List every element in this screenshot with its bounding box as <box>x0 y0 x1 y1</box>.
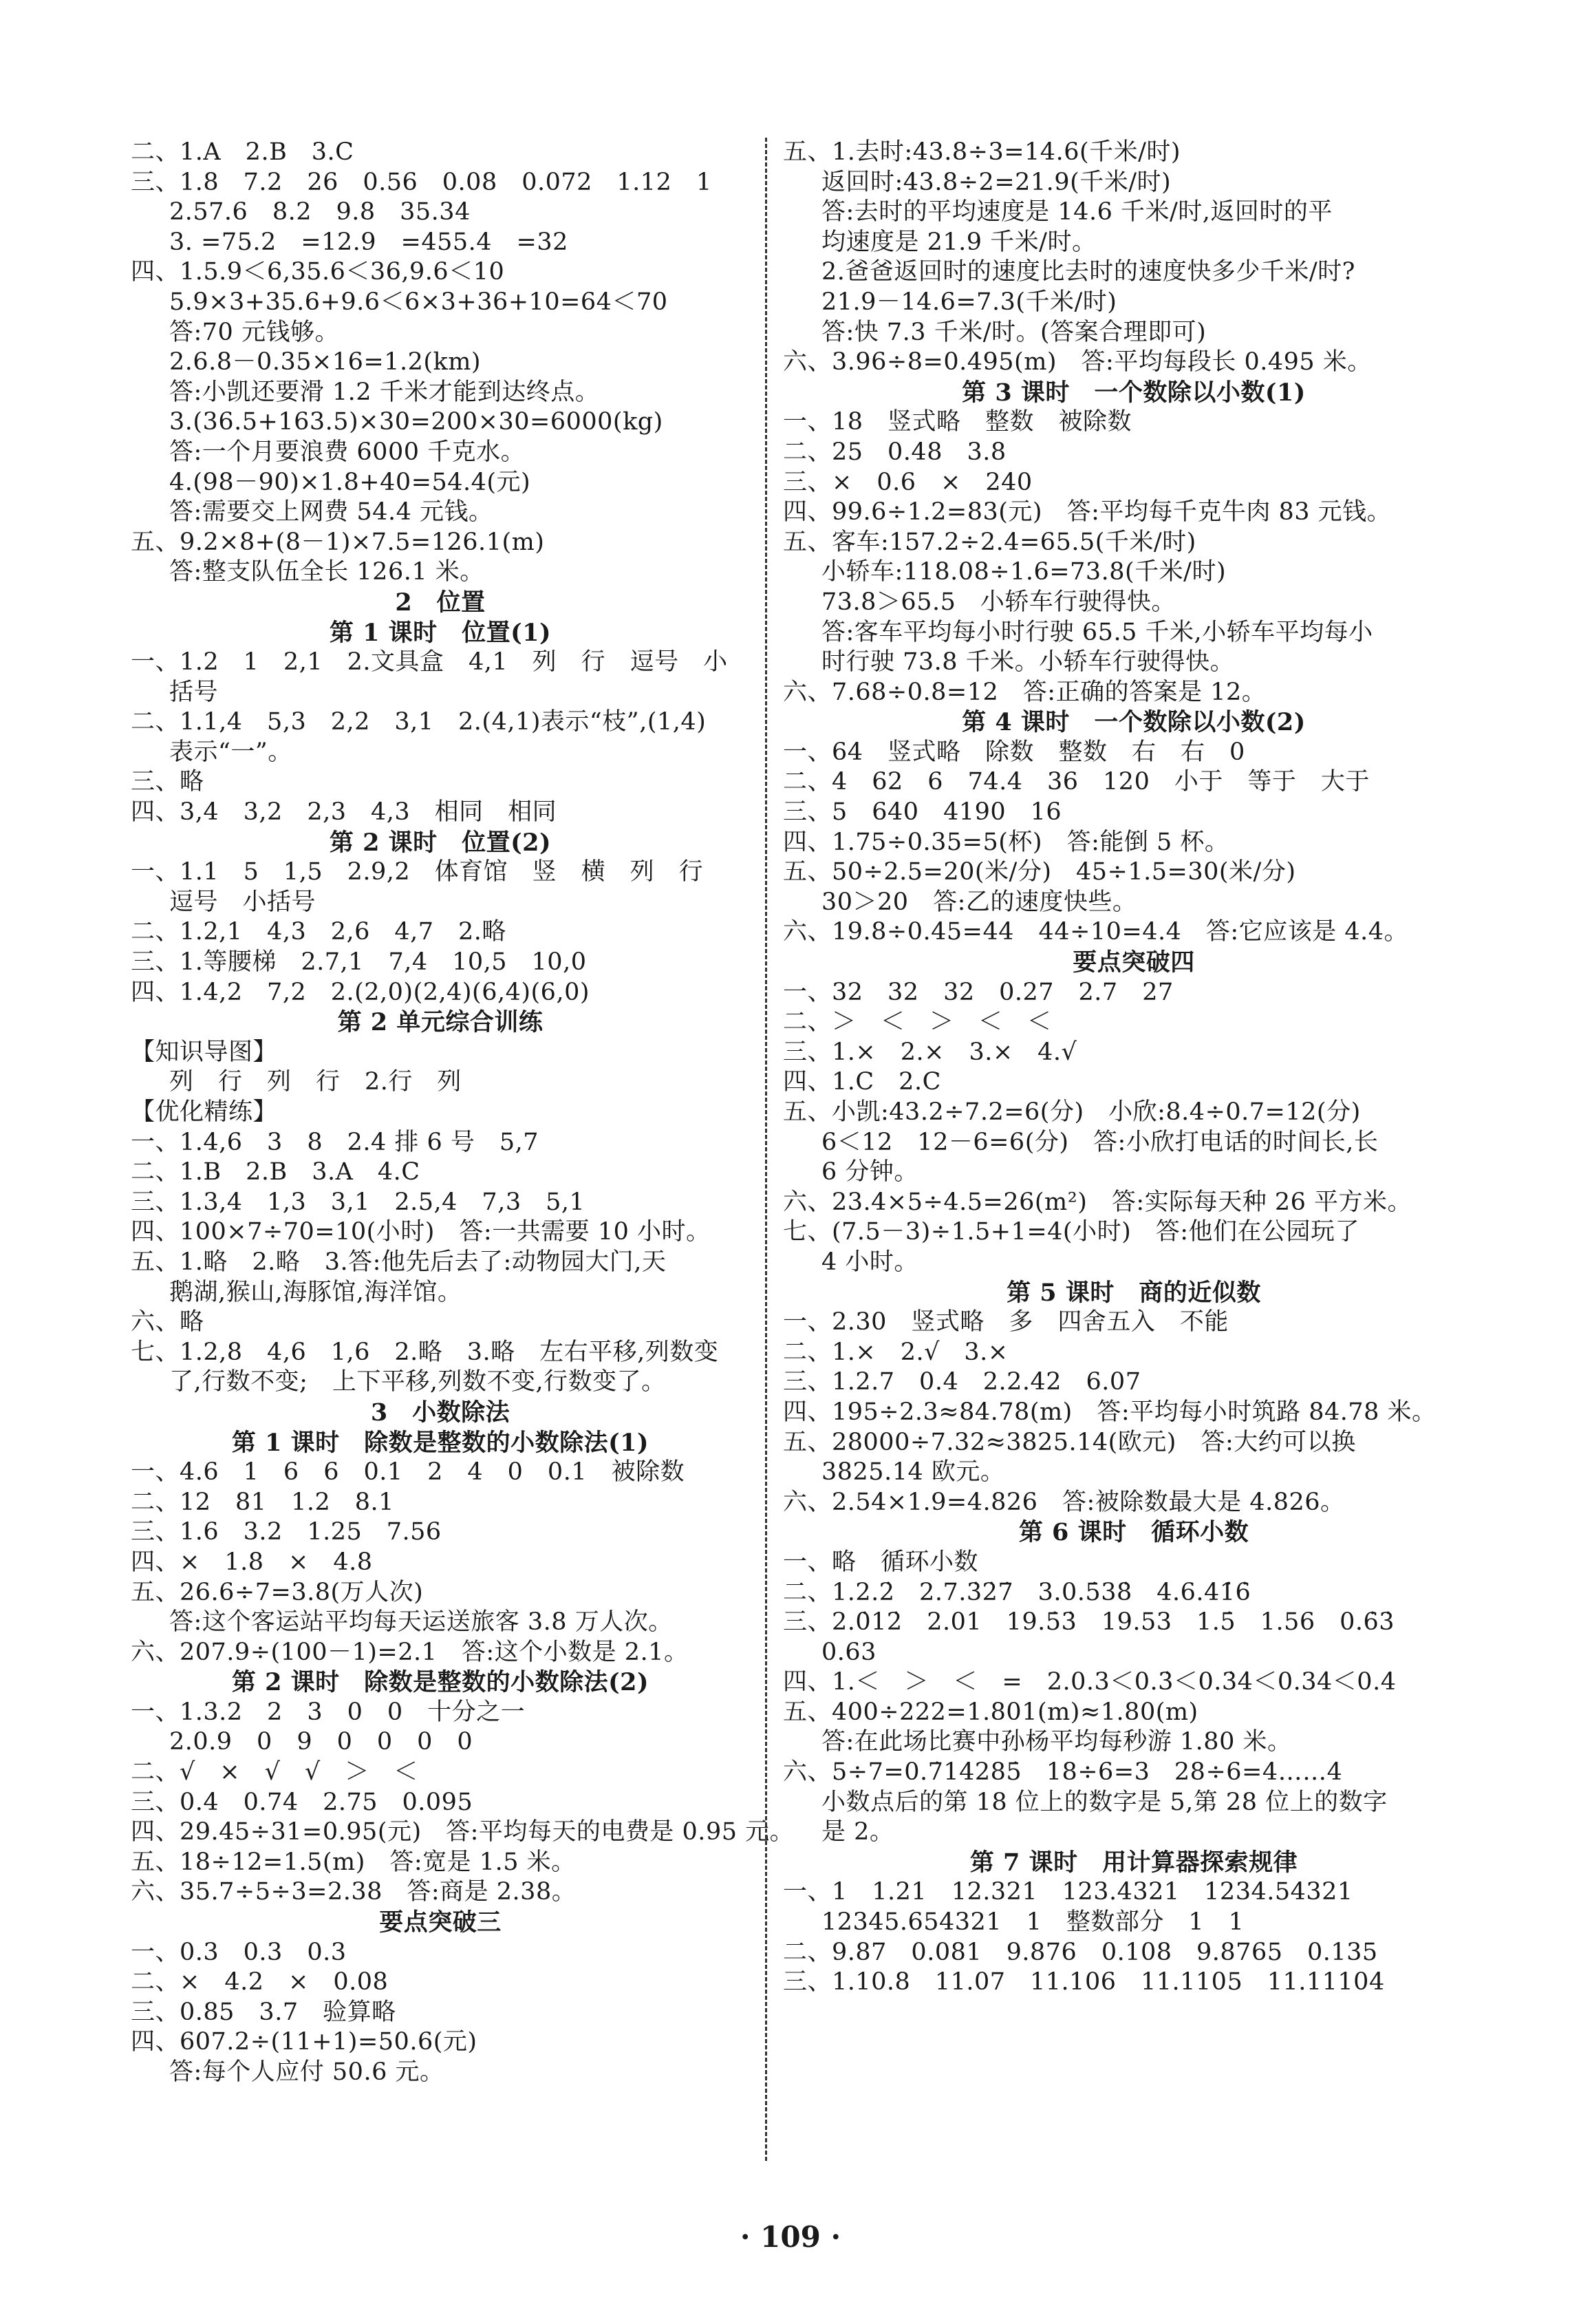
answer-line: 5.9×3+35.6+9.6＜6×3+36+10=64＜70 <box>169 288 668 316</box>
section-heading: 3 小数除法 <box>370 1398 510 1427</box>
answer-line: 二、25 0.48 3.8 <box>783 438 1007 466</box>
column-divider <box>765 138 767 2161</box>
answer-line: 三、× 0.6 × 240 <box>783 468 1033 496</box>
section-heading: 第 1 课时 位置(1) <box>329 618 552 647</box>
answer-line: 五、1.略 2.略 3.答:他先后去了:动物园大门,天 <box>131 1248 667 1276</box>
answer-line: 答:需要交上网费 54.4 元钱。 <box>169 498 493 526</box>
answer-line: 2.57.6 8.2 9.8 35.34 <box>169 198 471 226</box>
answer-line: 三、0.85 3.7 验算略 <box>131 1998 396 2026</box>
answer-line: 21.9－14.6=7.3(千米/时) <box>821 288 1117 316</box>
answer-line: 一、1.1 5 1,5 2.9,2 体育馆 竖 横 列 行 <box>131 858 704 886</box>
answer-line: 二、＞ ＜ ＞ ＜ ＜ <box>783 1008 1052 1036</box>
answer-line: 二、1.B 2.B 3.A 4.C <box>131 1158 420 1186</box>
section-heading: 第 1 课时 除数是整数的小数除法(1) <box>231 1428 649 1457</box>
answer-line: 二、× 4.2 × 0.08 <box>131 1968 389 1996</box>
section-heading: 第 7 课时 用计算器探索规律 <box>969 1848 1298 1877</box>
answer-line: 逗号 小括号 <box>169 888 316 916</box>
answer-line: 三、0.4 0.74 2.75 0.095 <box>131 1788 473 1816</box>
answer-line: 五、9.2×8+(8－1)×7.5=126.1(m) <box>131 528 545 556</box>
section-heading: 第 3 课时 一个数除以小数(1) <box>962 378 1306 407</box>
answer-line: 三、1.× 2.× 3.× 4.√ <box>783 1038 1077 1066</box>
answer-line: 五、1.去时:43.8÷3=14.6(千米/时) <box>783 138 1181 166</box>
answer-line: 三、2.0̇12̇ 2.01 19.5̇3̇ 19.53 1.5̇ 1.56 0.6̇3̇ <box>783 1608 1395 1637</box>
answer-line: 3. =75.2 =12.9 =455.4 =32 <box>169 228 568 256</box>
answer-line: 【知识导图】 <box>131 1038 278 1066</box>
answer-line: 六、35.7÷5÷3=2.38 答:商是 2.38。 <box>131 1878 577 1906</box>
answer-line: 答:每个人应付 50.6 元。 <box>169 2058 444 2086</box>
section-heading: 第 2 课时 除数是整数的小数除法(2) <box>231 1668 649 1697</box>
answer-line: 一、1 1.21 12.321 123.4321 1234.54321 <box>783 1878 1353 1906</box>
answer-line: 三、5 640 4190 16 <box>783 798 1062 827</box>
answer-line: 六、23.4×5÷4.5=26(m²) 答:实际每天种 26 平方米。 <box>783 1188 1412 1216</box>
answer-line: 三、1.8 7.2 26 0.56 0.08 0.072 1.12 1 <box>131 168 712 196</box>
answer-line: 一、18 竖式略 整数 被除数 <box>783 408 1132 436</box>
answer-line: 2.6.8－0.35×16=1.2(km) <box>169 348 482 376</box>
answer-line: 六、略 <box>131 1308 204 1336</box>
answer-line: 答:70 元钱够。 <box>169 318 339 346</box>
answer-line: 三、1.6 3.2 1.25 7.56 <box>131 1518 442 1546</box>
answer-line: 一、1.4,6 3 8 2.4 排 6 号 5,7 <box>131 1128 539 1156</box>
answer-line: 括号 <box>169 678 219 706</box>
answer-line: 四、195÷2.3≈84.78(m) 答:平均每小时筑路 84.78 米。 <box>783 1398 1437 1426</box>
answer-line: 2.爸爸返回时的速度比去时的速度快多少千米/时? <box>821 258 1355 286</box>
answer-line: 六、5÷7=0.7̇14285̇ 18÷6=3 28÷6=4……4 <box>783 1758 1343 1787</box>
answer-line: 一、2.30 竖式略 多 四舍五入 不能 <box>783 1308 1229 1336</box>
answer-line: 六、3.96÷8=0.495(m) 答:平均每段长 0.495 米。 <box>783 348 1372 376</box>
answer-line: 一、64 竖式略 除数 整数 右 右 0 <box>783 738 1245 766</box>
answer-line: 六、7.68÷0.8=12 答:正确的答案是 12。 <box>783 678 1267 706</box>
answer-line: 四、1.C 2.C <box>783 1068 941 1096</box>
section-heading: 第 2 单元综合训练 <box>337 1008 544 1037</box>
answer-line: 三、1.2.7 0.4 2.2.42 6.07 <box>783 1368 1141 1396</box>
answer-line: 七、(7.5－3)÷1.5+1=4(小时) 答:他们在公园玩了 <box>783 1218 1360 1246</box>
answer-line: 三、1.3,4 1,3 3,1 2.5,4 7,3 5,1 <box>131 1188 585 1216</box>
answer-line: 2.0.9 0 9 0 0 0 0 <box>169 1728 473 1756</box>
answer-line: 一、32 32 32 0.27 2.7 27 <box>783 978 1174 1006</box>
answer-line: 三、略 <box>131 768 204 796</box>
answer-line: 三、1.10.8 11.07 11.106 11.1105 11.11104 <box>783 1968 1385 1996</box>
answer-line: 二、1.2.2̇ 2.7.3̇2̇7̇ 3.0.5̇38̇ 4.6.41̇6̇ <box>783 1578 1251 1606</box>
answer-line: 了,行数不变; 上下平移,列数不变,行数变了。 <box>169 1368 666 1396</box>
answer-line: 四、607.2÷(11+1)=50.6(元) <box>131 2028 477 2056</box>
answer-line: 二、4 62 6 74.4 36 120 小于 等于 大于 <box>783 768 1370 796</box>
answer-line: 五、28000÷7.32≈3825.14(欧元) 答:大约可以换 <box>783 1428 1356 1456</box>
answer-line: 四、1.5.9＜6,35.6＜36,9.6＜10 <box>131 258 505 286</box>
answer-line: 四、1.75÷0.35=5(杯) 答:能倒 5 杯。 <box>783 828 1229 856</box>
answer-line: 二、1.2,1 4,3 2,6 4,7 2.略 <box>131 918 506 946</box>
answer-line: 七、1.2,8 4,6 1,6 2.略 3.略 左右平移,列数变 <box>131 1338 719 1366</box>
answer-line: 三、1.等腰梯 2.7,1 7,4 10,5 10,0 <box>131 948 587 977</box>
answer-line: 列 行 列 行 2.行 列 <box>169 1068 462 1096</box>
section-heading: 要点突破三 <box>379 1908 502 1937</box>
answer-line: 答:这个客运站平均每天运送旅客 3.8 万人次。 <box>169 1608 673 1637</box>
answer-line: 30＞20 答:乙的速度快些。 <box>821 888 1137 916</box>
answer-line: 4 小时。 <box>821 1248 918 1276</box>
answer-line: 二、√ × √ √ ＞ ＜ <box>131 1758 418 1787</box>
answer-line: 四、99.6÷1.2=83(元) 答:平均每千克牛肉 83 元钱。 <box>783 498 1392 526</box>
answer-line: 表示“一”。 <box>169 738 292 766</box>
answer-line: 二、1.1,4 5,3 2,2 3,1 2.(4,1)表示“枝”,(1,4) <box>131 708 707 736</box>
answer-line: 0.63 <box>821 1638 876 1666</box>
section-heading: 要点突破四 <box>1073 948 1195 977</box>
answer-line: 六、207.9÷(100－1)=2.1 答:这个小数是 2.1。 <box>131 1638 689 1666</box>
page-number: · 109 · <box>740 2220 841 2254</box>
answer-line: 五、小凯:43.2÷7.2=6(分) 小欣:8.4÷0.7=12(分) <box>783 1098 1361 1126</box>
answer-line: 鹅湖,猴山,海豚馆,海洋馆。 <box>169 1278 462 1306</box>
answer-line: 答:快 7.3 千米/时。(答案合理即可) <box>821 318 1207 346</box>
answer-line: 四、1.4,2 7,2 2.(2,0)(2,4)(6,4)(6,0) <box>131 978 590 1006</box>
answer-line: 一、1.2 1 2,1 2.文具盒 4,1 列 行 逗号 小 <box>131 648 728 676</box>
answer-line: 二、9.87 0.081 9.876 0.108 9.8765 0.135 <box>783 1938 1378 1966</box>
left-column <box>131 138 795 2088</box>
answer-line: 均速度是 21.9 千米/时。 <box>821 228 1097 256</box>
answer-line: 6＜12 12－6=6(分) 答:小欣打电话的时间长,长 <box>821 1128 1379 1156</box>
section-heading: 2 位置 <box>395 588 486 617</box>
answer-line: 12345.654321 1 整数部分 1 1 <box>821 1908 1245 1937</box>
answer-line: 五、26.6÷7=3.8(万人次) <box>131 1578 424 1606</box>
answer-line: 一、略 循环小数 <box>783 1548 979 1576</box>
answer-line: 答:去时的平均速度是 14.6 千米/时,返回时的平 <box>821 198 1333 226</box>
answer-line: 五、客车:157.2÷2.4=65.5(千米/时) <box>783 528 1196 556</box>
answer-line: 小轿车:118.08÷1.6=73.8(千米/时) <box>821 558 1227 586</box>
answer-line: 【优化精练】 <box>131 1098 278 1126</box>
answer-line: 73.8＞65.5 小轿车行驶得快。 <box>821 588 1176 616</box>
answer-line: 六、2.54×1.9=4.826 答:被除数最大是 4.826。 <box>783 1488 1345 1516</box>
answer-line: 四、100×7÷70=10(小时) 答:一共需要 10 小时。 <box>131 1218 711 1246</box>
answer-line: 4.(98－90)×1.8+40=54.4(元) <box>169 468 531 496</box>
answer-line: 四、3,4 3,2 2,3 4,3 相同 相同 <box>131 798 557 827</box>
answer-line: 答:在此场比赛中孙杨平均每秒游 1.80 米。 <box>821 1728 1292 1756</box>
section-heading: 第 4 课时 一个数除以小数(2) <box>962 708 1306 737</box>
answer-line: 四、× 1.8 × 4.8 <box>131 1548 373 1576</box>
answer-line: 二、12 81 1.2 8.1 <box>131 1488 394 1516</box>
answer-line: 五、50÷2.5=20(米/分) 45÷1.5=30(米/分) <box>783 858 1296 886</box>
answer-line: 答:一个月要浪费 6000 千克水。 <box>169 438 526 466</box>
answer-line: 6 分钟。 <box>821 1158 918 1186</box>
answer-line: 返回时:43.8÷2=21.9(千米/时) <box>821 168 1172 196</box>
answer-line: 四、29.45÷31=0.95(元) 答:平均每天的电费是 0.95 元。 <box>131 1818 795 1846</box>
answer-line: 答:整支队伍全长 126.1 米。 <box>169 558 484 586</box>
answer-line: 答:客车平均每小时行驶 65.5 千米,小轿车平均每小 <box>821 618 1373 646</box>
answer-line: 二、1.× 2.√ 3.× <box>783 1338 1009 1366</box>
answer-line: 一、0.3 0.3 0.3 <box>131 1938 347 1966</box>
answer-line: 一、4.6 1 6 6 0.1 2 4 0 0.1 被除数 <box>131 1458 685 1486</box>
section-heading: 第 5 课时 商的近似数 <box>1007 1278 1261 1307</box>
section-heading: 第 2 课时 位置(2) <box>329 828 552 857</box>
answer-line: 是 2。 <box>821 1818 894 1846</box>
answer-line: 六、19.8÷0.45=44 44÷10=4.4 答:它应该是 4.4。 <box>783 918 1409 946</box>
answer-line: 四、1.＜ ＞ ＜ = 2.0.3＜0.3̇＜0.3̇4̇＜0.34̇＜0.4 <box>783 1668 1397 1696</box>
section-heading: 第 6 课时 循环小数 <box>1018 1518 1249 1547</box>
answer-line: 二、1.A 2.B 3.C <box>131 138 354 166</box>
answer-line: 一、1.3.2 2 3 0 0 十分之一 <box>131 1698 526 1726</box>
answer-line: 答:小凯还要滑 1.2 千米才能到达终点。 <box>169 378 600 406</box>
answer-line: 小数点后的第 18 位上的数字是 5,第 28 位上的数字 <box>821 1788 1388 1816</box>
answer-line: 五、400÷222=1.801(m)≈1.80(m) <box>783 1698 1198 1726</box>
answer-line: 时行驶 73.8 千米。小轿车行驶得快。 <box>821 648 1235 676</box>
answer-line: 3825.14 欧元。 <box>821 1458 1005 1486</box>
answer-line: 3.(36.5+163.5)×30=200×30=6000(kg) <box>169 408 663 436</box>
answer-line: 五、18÷12=1.5(m) 答:宽是 1.5 米。 <box>131 1848 576 1876</box>
right-column <box>783 138 1485 1998</box>
